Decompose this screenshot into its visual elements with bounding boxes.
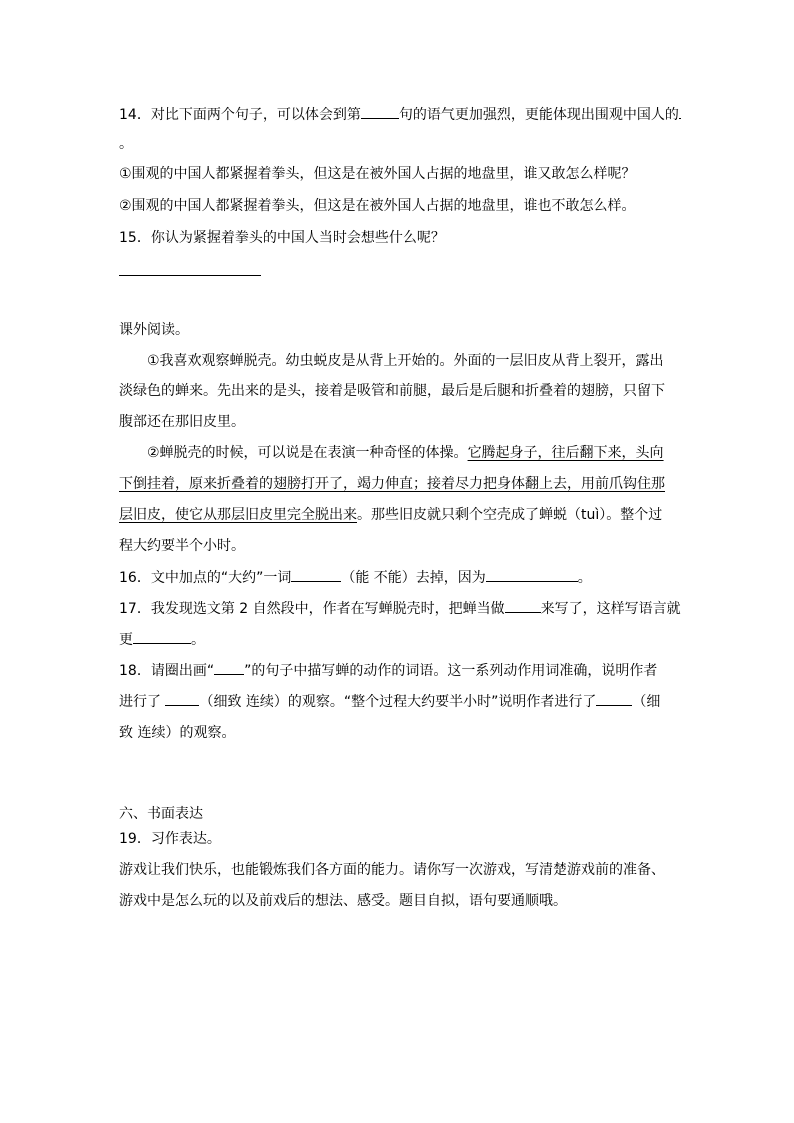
reading-p2-line1 [147, 443, 664, 463]
reading-p2-text-b: 。那些旧皮就只剩个空壳成了蝉蜕（tuì）。整个过 [357, 507, 663, 523]
q16-answer-blank-2[interactable] [486, 567, 578, 582]
q17-line1 [119, 598, 681, 618]
q18-text-b: ”的句子中描写蝉的动作的词语。这一系列动作用词准确，说明作者 [244, 663, 658, 679]
q18-answer-blank-2[interactable] [596, 691, 632, 706]
reading-heading: 课外阅读。 [119, 322, 189, 338]
q18-text-e: （细 [632, 694, 661, 710]
q14-text-b: 句的语气更加强烈，更能体现出围观中国人的 [398, 107, 679, 123]
reading-p1-line3: 腹部还在那旧皮里。 [119, 414, 245, 430]
reading-p1-line2: 淡绿色的蝉来。先出来的是头，接着是吸管和前腿，最后是后腿和折叠着的翅膀，只留下 [119, 383, 665, 399]
q19-prompt-line1: 游戏让我们快乐，也能锻炼我们各方面的能力。请你写一次游戏，写清楚游戏前的准备、 [119, 862, 665, 878]
q18-text-c: 进行了 [119, 694, 166, 710]
q18-line1 [119, 660, 657, 680]
q16-text-a: 16．文中加点的“大约”一词 [119, 570, 292, 586]
q18-line2 [119, 691, 660, 711]
q19-prompt-line2: 游戏中是怎么玩的以及前戏后的想法、感受。题目自拟，语句要通顺哦。 [119, 893, 567, 909]
q18-line3: 致 连续）的观察。 [119, 725, 236, 741]
q18-text-a: 18．请圈出画“ [119, 663, 215, 679]
q14-sentence-2: ②围观的中国人都紧握着拳头，但这是在被外国人占据的地盘里，谁也不敢怎么样。 [119, 198, 636, 214]
q15-answer-line[interactable] [119, 275, 261, 276]
q17-line2 [119, 629, 205, 649]
section6-heading: 六、书面表达 [119, 806, 203, 822]
q17-text-a: 17．我发现选文第 2 自然段中，作者在写蝉脱壳时，把蝉当做 [119, 601, 505, 617]
q18-answer-blank-1[interactable] [165, 691, 199, 706]
q14-line1 [119, 104, 681, 124]
q16-answer-blank-1[interactable] [291, 567, 341, 582]
q16-text-c: 。 [577, 570, 592, 586]
reading-p2-underlined-2: 下倒挂着，原来折叠着的翅膀打开了，竭力伸直；接着尽力把身体翻上去，用前爪钩住那 [119, 476, 665, 492]
q17-text-b: 来写了，这样写语言就 [540, 601, 681, 617]
q18-underline-sample [214, 660, 244, 675]
q16-line [119, 567, 592, 587]
q15-question: 15．你认为紧握着拳头的中国人当时会想些什么呢？ [119, 230, 445, 246]
q14-line2: 。 [119, 136, 133, 152]
reading-p2-underlined-3: 层旧皮，使它从那层旧皮里完全脱出来 [119, 507, 357, 523]
q14-sentence-1: ①围观的中国人都紧握着拳头，但这是在被外国人占据的地盘里，谁又敢怎么样呢？ [119, 166, 636, 182]
q14-text-a: 14．对比下面两个句子，可以体会到第 [119, 107, 361, 123]
q17-text-c: 更 [119, 632, 133, 648]
q17-answer-blank-1[interactable] [505, 598, 541, 613]
q17-answer-blank-2[interactable] [133, 629, 191, 644]
q16-text-b: （能 不能）去掉，因为 [341, 570, 486, 586]
reading-p2-text-a: ②蝉脱壳的时候，可以说是在表演一种奇怪的体操。 [147, 445, 468, 461]
reading-p2-line4: 程大约要半个小时。 [119, 538, 245, 554]
q18-text-d: （细致 连续）的观察。“整个过程大约要半小时”说明作者进行了 [199, 694, 597, 710]
reading-p2-underlined-1: 它腾起身子，往后翻下来，头向 [467, 445, 664, 461]
q17-text-d: 。 [191, 632, 205, 648]
q14-answer-blank-2[interactable] [679, 104, 681, 119]
reading-p1-line1: ①我喜欢观察蝉脱壳。幼虫蜕皮是从背上开始的。外面的一层旧皮从背上裂开，露出 [147, 353, 664, 369]
reading-p2-line3 [119, 505, 662, 525]
q19-heading: 19．习作表达。 [119, 831, 221, 847]
reading-p2-line2 [119, 474, 665, 494]
q14-answer-blank[interactable] [361, 104, 399, 119]
